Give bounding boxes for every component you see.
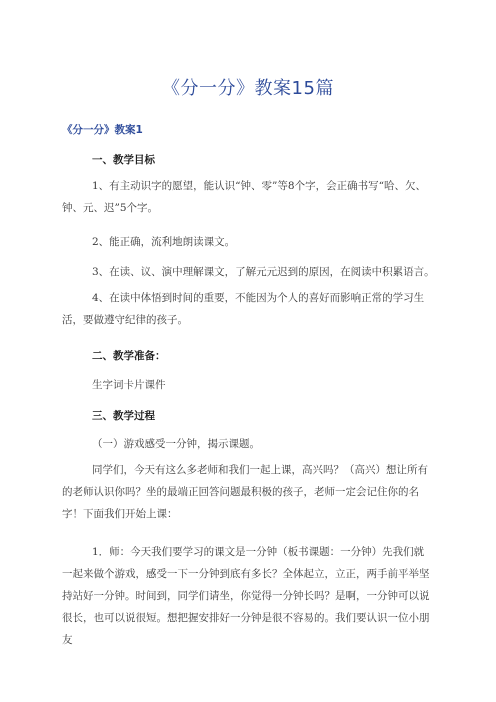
goal-paragraph-4: 4、在读中体悟到时间的重要，不能因为个人的喜好而影响正常的学习生活，要做遵守纪律的孩子。: [62, 292, 425, 326]
teacher-paragraph: 1．师：今天我们要学习的课文是一分钟（板书课题：一分钟）先我们就一起来做个游戏，感受一下一分钟到底有多长？全体起立，立正，两手前平举坚持站好一分钟。时间到，同学们请坐，你觉得一分钟长吗？是啊，一分钟可以说很长，也可以说很短。想把握安排好一分钟是很不容易的。我们要认识一位小朋友: [62, 546, 430, 646]
goal-paragraph-3: 3、在读、议、演中理解课文，了解元元迟到的原因，在阅读中积累语言。: [92, 266, 435, 278]
goal-paragraph-2: 2、能正确，流利地朗读课文。: [92, 236, 236, 248]
heading-teaching-prep: 二、教学准备：: [92, 350, 166, 362]
intro-paragraph: 同学们，今天有这么多老师和我们一起上课，高兴吗？（高兴）想让所有的老师认识你吗？坐的最端正回答问题最积极的孩子，老师一定会记住你的名字！下面我们开始上课：: [62, 464, 428, 520]
prep-text: 生字词卡片课件: [92, 379, 166, 391]
heading-teaching-goals: 一、教学目标: [92, 154, 155, 166]
section-title: 《分一分》教案1: [62, 124, 143, 136]
document-title: 《分一分》教案15篇: [162, 78, 334, 99]
goal-paragraph-1: 1、有主动识字的愿望，能认识“钟、零”等8个字，会正确书写“哈、欠、钟、元、迟”5个字。: [62, 180, 426, 214]
step-one-text: （一）游戏感受一分钟，揭示课题。: [92, 438, 260, 450]
heading-teaching-process: 三、教学过程: [92, 410, 155, 422]
